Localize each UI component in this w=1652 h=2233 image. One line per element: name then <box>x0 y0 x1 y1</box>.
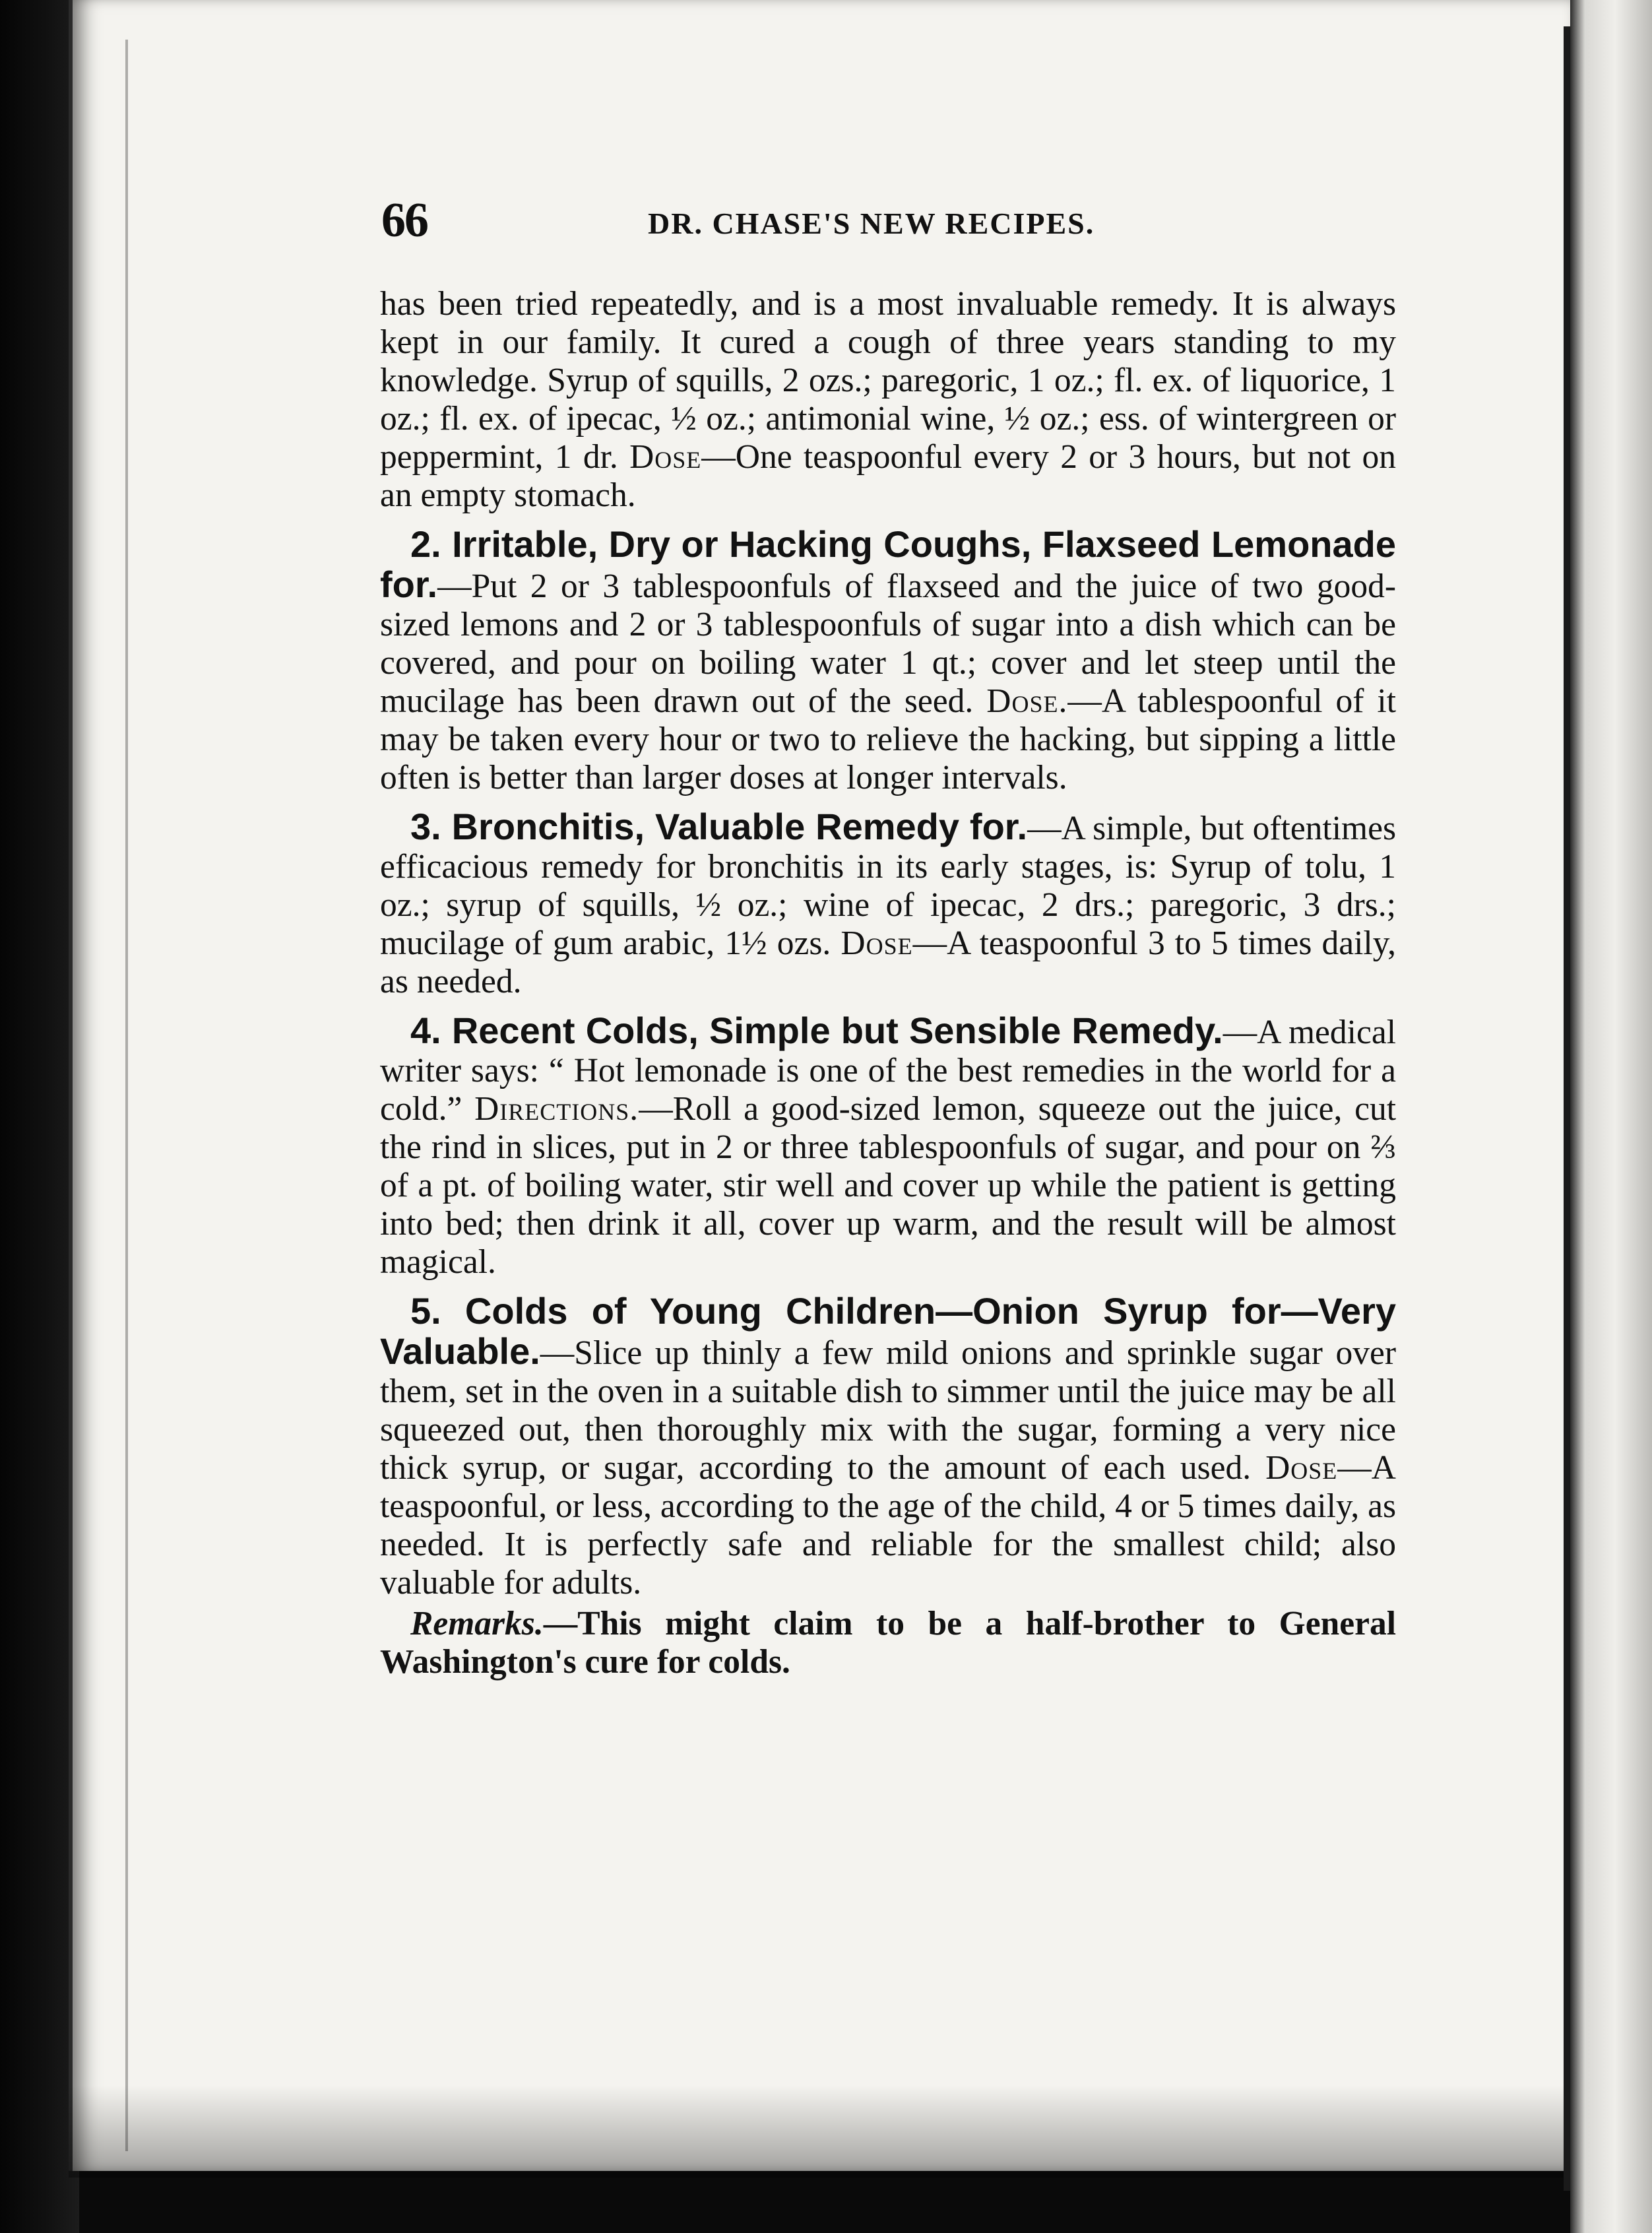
remarks-label: Remarks. <box>410 1605 544 1642</box>
remarks <box>380 1605 1396 1681</box>
recipe-3 <box>380 808 1396 1001</box>
recipe-2-text-a: —Put 2 or 3 tablespoonfuls of flaxseed and the juice of two good-sized lemons and 2 or 3 tablespoonfuls of sugar into a dish which can be covered, and pour on boiling water 1 qt.; cover and let steep until the mucilage has been drawn out of the seed. <box>380 567 1396 720</box>
recipe-5-text-b: —A teaspoonful, or less, according to the age of the child, 4 or 5 times daily, as needed. It is perfectly safe and reliable for the smallest child; also valuable for adults. <box>380 1449 1396 1602</box>
page-bottom-shadow <box>69 2085 1579 2178</box>
intro-text-b: —One teaspoonful every 2 or 3 hours, but not on an empty stomach. <box>380 438 1396 514</box>
recipe-5 <box>380 1292 1396 1602</box>
recipe-4 <box>380 1012 1396 1281</box>
recipe-4-text-a: —A medical writer says: “ Hot lemonade is one of the best remedies in the world for a cold.” <box>380 1014 1396 1128</box>
recipe-5-heading: 5. Colds of Young Children—Onion Syrup for—Very Valuable. <box>380 1290 1396 1372</box>
recipe-4-heading: 4. Recent Colds, Simple but Sensible Remedy. <box>410 1010 1223 1051</box>
remarks-text: —This might claim to be a half-brother to General Washington's cure for colds. <box>380 1605 1396 1681</box>
intro-text-a: has been tried repeatedly, and is a most invaluable remedy. It is always kept in our family. It cured a cough of three years standing to my knowledge. Syrup of squills, 2 ozs.; paregoric, 1 oz.; fl. ex. of liquorice, 1 oz.; fl. ex. of ipecac, ½ oz.; antimonial wine, ½ oz.; ess. of wintergreen or peppermint, 1 dr. <box>380 285 1396 476</box>
scan-left-edge <box>0 0 79 2233</box>
recipe-2-heading: 2. Irritable, Dry or Hacking Coughs, Flaxseed Lemonade for. <box>380 523 1396 605</box>
page-header <box>381 193 1397 252</box>
recipe-2-text-b: —A tablespoonful of it may be taken every hour or two to relieve the hacking, but sipping a little often is better than larger doses at longer intervals. <box>380 682 1396 796</box>
recipe-4-text-b: —Roll a good-sized lemon, squeeze out the juice, cut the rind in slices, put in 2 or three tablespoonfuls of sugar, and pour on ⅔ of a pt. of boiling water, stir well and cover up while the patient is getting into bed; then drink it all, cover up warm, and the result will be almost magical. <box>380 1090 1396 1281</box>
recipe-3-dose-label: Dose <box>841 924 913 962</box>
recipe-3-text-a: —A simple, but oftentimes efficacious remedy for bronchitis in its early stages, is: Syrup of tolu, 1 oz.; syrup of squills, ½ oz.; wine of ipecac, 2 drs.; paregoric, 3 drs.; mucilage of gum arabic, 1½ ozs. <box>380 810 1397 962</box>
recipe-5-dose-label: Dose <box>1265 1449 1338 1487</box>
recipe-3-heading: 3. Bronchitis, Valuable Remedy for. <box>410 806 1028 847</box>
intro-paragraph <box>380 285 1396 515</box>
recipe-4-directions-label: Directions. <box>474 1090 639 1128</box>
running-head: DR. CHASE'S NEW RECIPES. <box>648 207 1095 240</box>
recipe-3-text-b: —A teaspoonful 3 to 5 times daily, as needed. <box>380 924 1397 1000</box>
page-fold-line <box>1564 26 1570 2191</box>
dose-label: Dose <box>629 438 702 476</box>
recipe-5-text-a: —Slice up thinly a few mild onions and sprinkle sugar over them, set in the oven in a suitable dish to simmer until the juice may be all squeezed out, then thoroughly mix with the sugar, forming a very nice thick syrup, or sugar, according to the amount of each used. <box>380 1334 1396 1487</box>
recipe-2 <box>380 525 1396 797</box>
page-gutter-line <box>125 40 128 2151</box>
recipe-2-dose-label: Dose. <box>986 682 1068 720</box>
page-number: 66 <box>381 193 428 247</box>
page-fold <box>1570 0 1652 2233</box>
page-body <box>380 285 1396 1681</box>
